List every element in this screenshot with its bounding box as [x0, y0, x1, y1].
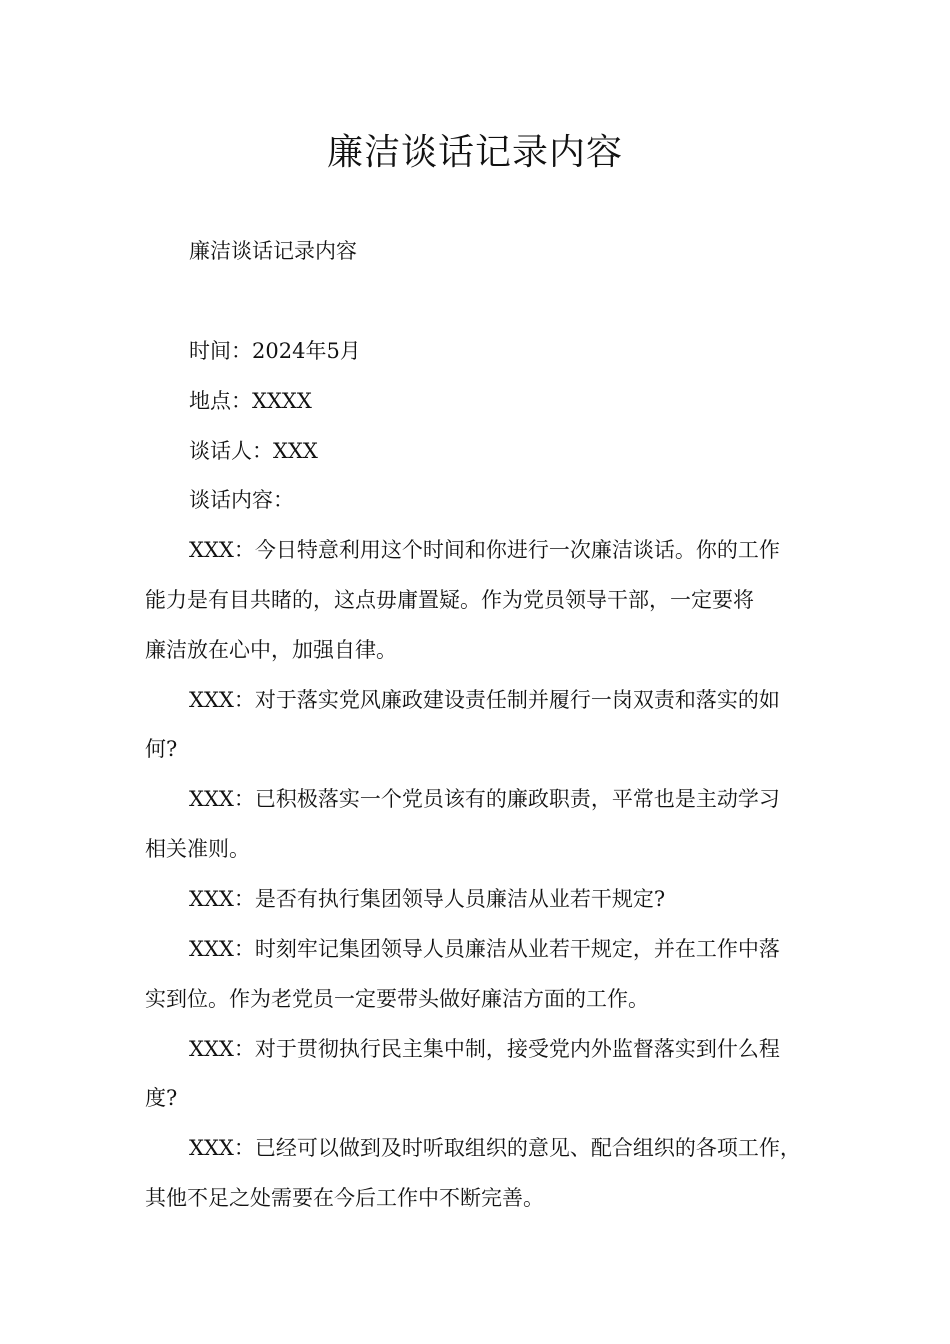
paragraph-line: XXX：对于落实党风廉政建设责任制并履行一岗双责和落实的如 — [189, 688, 780, 712]
paragraph-line: XXX：已积极落实一个党员该有的廉政职责，平常也是主动学习 — [189, 787, 780, 811]
document-subtitle: 廉洁谈话记录内容 — [189, 239, 357, 263]
paragraph-line: XXX：已经可以做到及时听取组织的意见、配合组织的各项工作， — [189, 1136, 801, 1160]
paragraph-line: 度? — [145, 1086, 178, 1110]
meta-time: 时间：2024年5月 — [189, 339, 361, 363]
meta-content-label: 谈话内容： — [189, 488, 294, 512]
meta-speaker: 谈话人：XXX — [189, 439, 318, 463]
paragraph-line: 能力是有目共睹的，这点毋庸置疑。作为党员领导干部，一定要将 — [145, 588, 754, 612]
paragraph-line: XXX：时刻牢记集团领导人员廉洁从业若干规定，并在工作中落 — [189, 937, 780, 961]
paragraph-line: XXX：是否有执行集团领导人员廉洁从业若干规定? — [189, 887, 666, 911]
page-title: 廉洁谈话记录内容 — [326, 132, 623, 173]
paragraph-line: XXX：今日特意利用这个时间和你进行一次廉洁谈话。你的工作 — [189, 538, 780, 562]
meta-place: 地点：XXXX — [189, 389, 312, 413]
paragraph-line: 相关准则。 — [145, 837, 250, 861]
paragraph-line: 实到位。作为老党员一定要带头做好廉洁方面的工作。 — [145, 987, 649, 1011]
paragraph-line: 何? — [145, 737, 178, 761]
paragraph-line: 其他不足之处需要在今后工作中不断完善。 — [145, 1186, 544, 1210]
paragraph-line: XXX：对于贯彻执行民主集中制，接受党内外监督落实到什么程 — [189, 1037, 780, 1061]
paragraph-line: 廉洁放在心中，加强自律。 — [145, 638, 397, 662]
